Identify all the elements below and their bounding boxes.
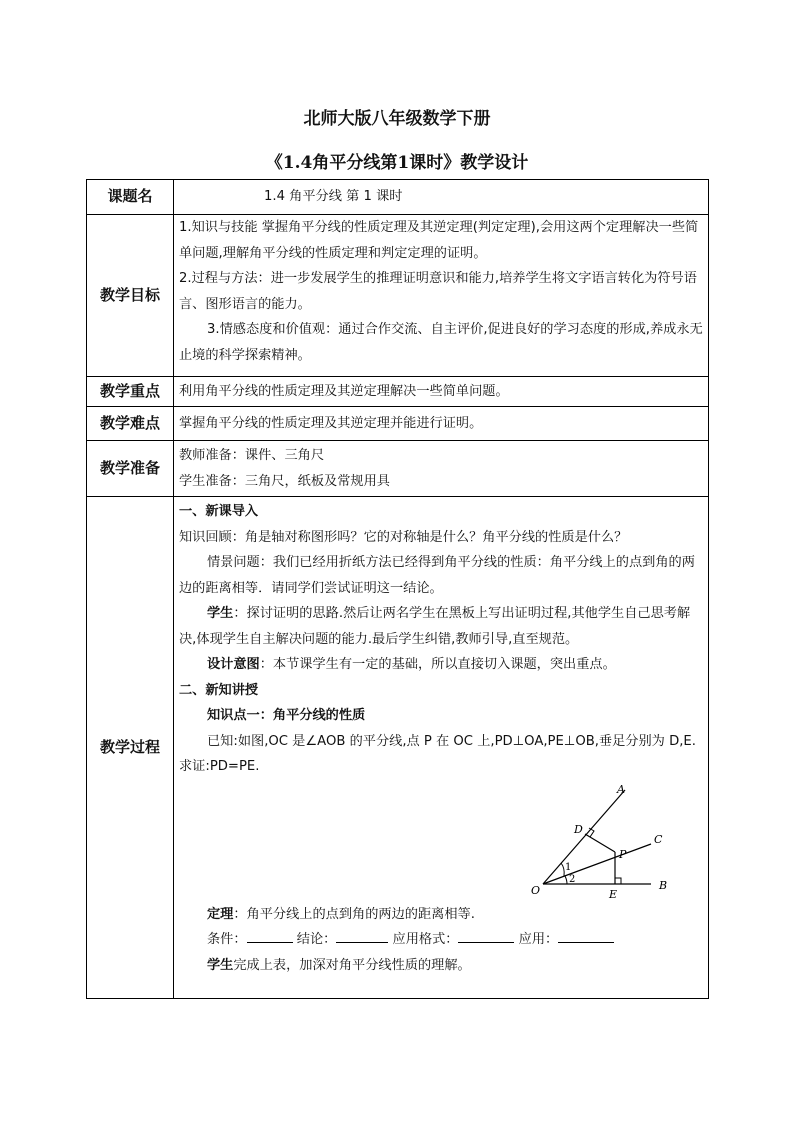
teacher-prep: 教师准备：课件、三角尺 [179, 448, 325, 463]
condition-blank[interactable] [247, 928, 293, 943]
theorem [179, 902, 703, 928]
document-subtitle: 《1.4角平分线第1课时》教学设计 [265, 153, 529, 173]
fill-in-row [179, 927, 703, 953]
label-a: A [617, 782, 625, 796]
goal-item: 1.知识与技能 掌握角平分线的性质定理及其逆定理(判定定理),会用这两个定理解决一些简单问题,理解角平分线的性质定理和判定定理的证明。 [179, 220, 699, 261]
intent-text: ：本节课学生有一定的基础，所以直接切入课题，突出重点。 [259, 657, 616, 672]
conclusion-blank[interactable] [336, 928, 388, 943]
angle-bisector-figure [529, 782, 699, 902]
intent-label: 设计意图 [207, 657, 260, 672]
goal-item: 2.过程与方法：进一步发展学生的推理证明意识和能力,培养学生将文字语言转化为符号语言、图形语言的能力。 [179, 271, 697, 312]
final-note [179, 953, 703, 979]
value-key: 利用角平分线的性质定理及其逆定理解决一些简单问题。 [174, 377, 709, 407]
student-prep: 学生准备：三角尺，纸板及常规用具 [179, 473, 390, 489]
angle-1-label: 1 [565, 861, 572, 873]
label-p: P [619, 847, 627, 861]
application-label: 应用： [518, 932, 559, 947]
knowledge-point-1: 知识点一：角平分线的性质 [207, 708, 366, 723]
condition-label: 条件： [207, 932, 247, 947]
goal-item: 3.情感态度和价值观：通过合作交流、自主评价,促进良好的学习态度的形成,养成永无止境的科学探索精神。 [179, 322, 703, 363]
conclusion-label: 结论： [296, 932, 337, 947]
section-new: 二、新知讲授 [179, 682, 259, 698]
label-goals: 教学目标 [87, 215, 174, 377]
format-blank[interactable] [458, 928, 514, 943]
document-title: 北师大版八年级数学下册 [303, 109, 491, 129]
label-key: 教学重点 [87, 377, 174, 407]
label-difficulty: 教学难点 [87, 407, 174, 441]
theorem-text: ：角平分线上的点到角的两边的距离相等. [233, 906, 475, 922]
design-intent [179, 652, 703, 678]
section-intro: 一、新课导入 [179, 504, 259, 519]
application-blank[interactable] [558, 928, 614, 943]
label-prep: 教学准备 [87, 441, 174, 497]
student-activity [179, 601, 703, 652]
value-difficulty: 掌握角平分线的性质定理及其逆定理并能进行证明。 [174, 407, 709, 441]
final-text: 完成上表，加深对角平分线性质的理解。 [233, 957, 471, 973]
label-b: B [659, 878, 668, 892]
theorem-label: 定理 [207, 906, 234, 922]
format-label: 应用格式： [392, 932, 459, 947]
value-goals [174, 215, 709, 377]
label-c: C [654, 832, 663, 846]
label-process: 教学过程 [87, 497, 174, 999]
given-text: 已知:如图,OC 是∠AOB 的平分线,点 P 在 OC 上,PD⊥OA,PE⊥OB,垂足分别为 D,E. 求证:PD=PE. [179, 733, 696, 774]
final-label: 学生 [207, 957, 234, 973]
review-text: 知识回顾：角是轴对称图形吗？它的对称轴是什么？角平分线的性质是什么？ [179, 529, 628, 545]
student-text: ：探讨证明的思路.然后让两名学生在黑板上写出证明过程,其他学生自己思考解决,体现学生自主解决问题的能力.最后学生纠错,教师引导,直至规范。 [179, 606, 691, 647]
angle-2-label: 2 [569, 873, 576, 885]
label-d: D [574, 822, 583, 836]
label-e: E [609, 887, 618, 901]
label-o: O [531, 883, 541, 897]
lesson-plan-table [86, 179, 709, 999]
label-topic: 课题名 [87, 180, 174, 215]
value-topic: 1.4 角平分线 第 1 课时 [174, 180, 709, 215]
value-process [174, 497, 709, 999]
scene-text: 情景问题：我们已经用折纸方法已经得到角平分线的性质：角平分线上的点到角的两边的距离相等．请同学们尝试证明这一结论。 [179, 555, 695, 596]
value-prep [174, 441, 709, 497]
student-label: 学生 [207, 606, 234, 621]
